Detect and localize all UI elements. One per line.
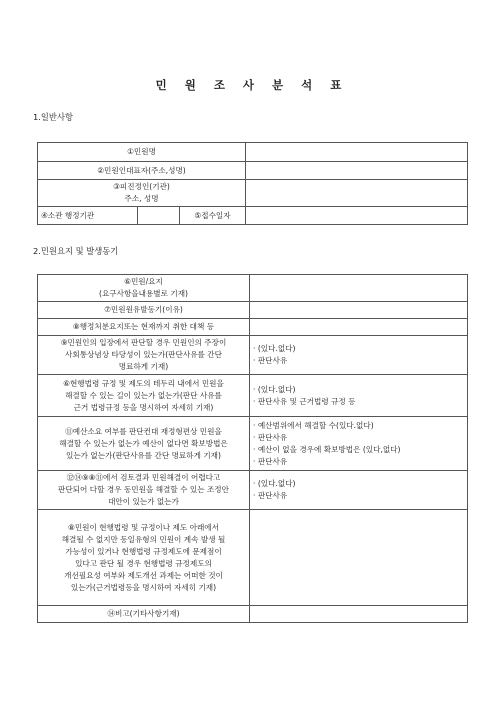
answer-cell xyxy=(250,471,468,510)
section-1-heading: 1.일반사항 xyxy=(33,112,73,122)
question-line: ⑫⑭⑨⑧⑪에서 검토결과 민원해결이 어렵다고 xyxy=(66,473,221,482)
respondent-label-line1: ③피진정인(기관) xyxy=(113,182,170,191)
table-row xyxy=(38,162,468,180)
table-row xyxy=(38,471,468,510)
answer-line: · 예산범위에서 해결할 수(있다.없다) xyxy=(253,420,374,430)
question-line: 있는가 없는가(판단사유를 간단 명료하게 기재) xyxy=(66,450,221,460)
question-line: 근거 법령규정 등을 명시하여 자세히 기재) xyxy=(73,402,214,412)
answer-line: · (있다.없다) xyxy=(253,384,296,394)
answer-cell xyxy=(250,375,468,417)
answer-line: · 예산이 없을 경우에 확보방법은 (있다,없다) xyxy=(253,444,401,454)
question-line: ⑥민원/요지 xyxy=(124,277,163,286)
table-row xyxy=(38,180,468,207)
answer-line: · (있다.없다) xyxy=(253,479,296,488)
question-cell xyxy=(38,275,250,302)
question-cell xyxy=(38,510,250,606)
answer-cell xyxy=(250,275,468,302)
question-line: 해결할 수 있는 길이 있는가 없는가(판단 사유를 xyxy=(65,390,222,400)
question-cell xyxy=(38,375,250,417)
question-line: ⑭비고(기타사항기재) xyxy=(107,609,180,618)
answer-cell xyxy=(250,319,468,336)
respondent-label xyxy=(38,180,246,207)
receipt-date-label: ⑤접수일자 xyxy=(180,207,246,225)
answer-line: · 판단사유 xyxy=(253,456,288,466)
general-info-table xyxy=(37,142,468,225)
table-row xyxy=(38,336,468,375)
question-cell xyxy=(38,471,250,510)
table-row xyxy=(38,606,468,623)
question-cell xyxy=(38,606,250,623)
question-line: ⑧민원이 현행법령 및 규정이나 제도 아래에서 xyxy=(68,522,219,532)
respondent-label-line2: 주소, 성명 xyxy=(124,194,159,203)
question-cell xyxy=(38,417,250,471)
answer-line: · 판단사유 및 근거법령 규정 등 xyxy=(253,396,356,406)
question-cell xyxy=(38,319,250,336)
receipt-date-value xyxy=(246,207,468,225)
answer-line: · (있다.없다) xyxy=(253,344,296,353)
question-line: 명료하게 기재) xyxy=(118,362,169,371)
complaint-name-value xyxy=(246,143,468,162)
answer-line: · 판단사유 xyxy=(253,491,288,500)
agency-label: ④소관 행정기관 xyxy=(38,207,138,225)
complaint-summary-table xyxy=(37,274,468,623)
table-row xyxy=(38,143,468,162)
question-line: 사회통상념상 타당성이 있는가(판단사유를 간단 xyxy=(65,350,222,359)
question-line: ⑧행정처분요지또는 현재까지 취한 대책 등 xyxy=(72,322,215,331)
question-line: ⑨민원인의 입장에서 판단할 경우 민원인의 주장이 xyxy=(60,338,227,347)
answer-line: · 판단사유 xyxy=(253,356,288,365)
respondent-value xyxy=(246,180,468,207)
table-row xyxy=(38,207,468,225)
complainant-value xyxy=(246,162,468,180)
question-line: 대안이 있는가 없는가 xyxy=(108,497,179,506)
question-line: 가능성이 있거나 현행법령 규정제도에 문제점이 xyxy=(65,546,222,556)
complaint-name-label: ①민원명 xyxy=(38,143,246,162)
question-line: 판단되어 다할 경우 동민원을 해결할 수 있는 조정안 xyxy=(58,485,229,494)
answer-line: · 판단사유 xyxy=(253,432,288,442)
page-title: 민 원 조 사 분 석 표 xyxy=(155,78,349,92)
answer-cell xyxy=(250,510,468,606)
table-row xyxy=(38,417,468,471)
table-row xyxy=(38,510,468,606)
section-2-heading: 2.민원요지 및 발생동기 xyxy=(33,246,119,256)
table-row xyxy=(38,319,468,336)
question-line: 해결될 수 없지만 동일유형의 민원이 계속 발생 될 xyxy=(61,534,226,544)
answer-cell xyxy=(250,606,468,623)
agency-value xyxy=(138,207,180,225)
table-row xyxy=(38,302,468,319)
question-line: ⑦민원원유발동기(이유) xyxy=(104,305,183,314)
question-cell xyxy=(38,336,250,375)
question-line: 있다고 판단 될 경우 현행법령 규정제도의 xyxy=(75,558,212,568)
answer-cell xyxy=(250,336,468,375)
question-cell xyxy=(38,302,250,319)
question-line: ⑪예산소요 여부를 판단컨대 재정형편상 민원을 xyxy=(65,426,222,436)
complainant-label: ②민원인대표자(주소,성명) xyxy=(38,162,246,180)
question-line: 개선필요성 여부와 제도개선 과제는 어떠한 것이 xyxy=(64,570,223,580)
answer-cell xyxy=(250,302,468,319)
question-line: ⑥현행법령 규정 및 제도의 테두리 내에서 민원을 xyxy=(63,378,224,388)
question-line: (요구사항을내용별로 기재) xyxy=(98,289,189,298)
question-line: 해결할 수 있는가 없는가 예산이 없다면 확보방법은 xyxy=(59,438,228,448)
question-line: 있는가(근거법령등을 명시하여 자세히 기재) xyxy=(70,582,217,592)
answer-cell xyxy=(250,417,468,471)
table-row xyxy=(38,275,468,302)
table-row xyxy=(38,375,468,417)
